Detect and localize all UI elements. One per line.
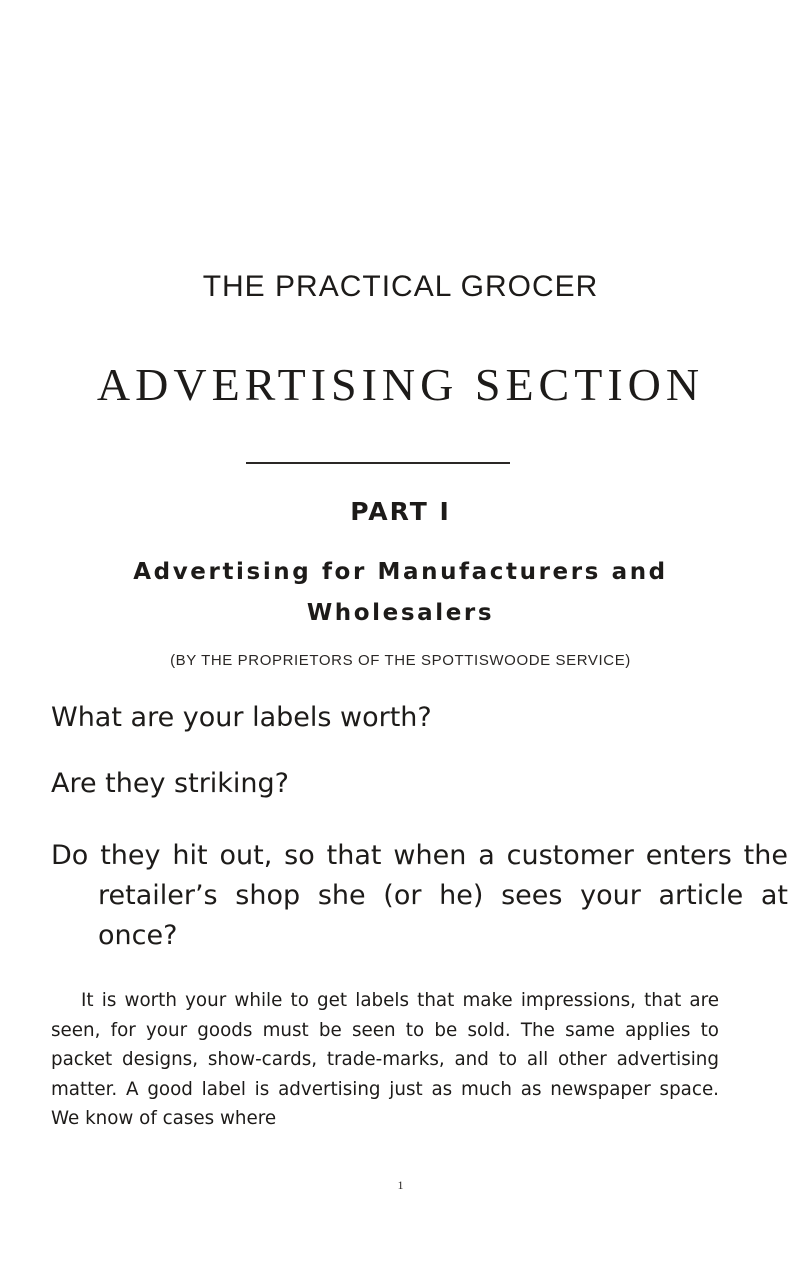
page-number: 1 (397, 1178, 404, 1192)
part-label: PART I (350, 497, 451, 526)
question-2: Are they striking? (51, 768, 290, 799)
divider-rule (246, 462, 510, 464)
question-1: What are your labels worth? (51, 702, 432, 733)
question-3: Do they hit out, so that when a customer enters the retailer’s shop she (or he) sees your article at once? (51, 840, 788, 951)
part-subtitle (0, 552, 801, 634)
running-title: THE PRACTICAL GROCER (202, 270, 599, 303)
section-title: ADVERTISING SECTION (96, 359, 705, 410)
part-subtitle-line-2: Wholesalers (306, 600, 495, 626)
byline: (BY THE PROPRIETORS OF THE SPOTTISWOODE SERVICE) (170, 652, 631, 669)
part-subtitle-line-1: Advertising for Manufacturers and (133, 559, 668, 585)
body-paragraph: It is worth your while to get labels that make impressions, that are seen, for your goods must be seen to be sold. The same applies to packet designs, show-cards, trade-marks, and to all other advertising matter. A good label is advertising just as much as newspaper space. We know of cases where (51, 990, 719, 1129)
